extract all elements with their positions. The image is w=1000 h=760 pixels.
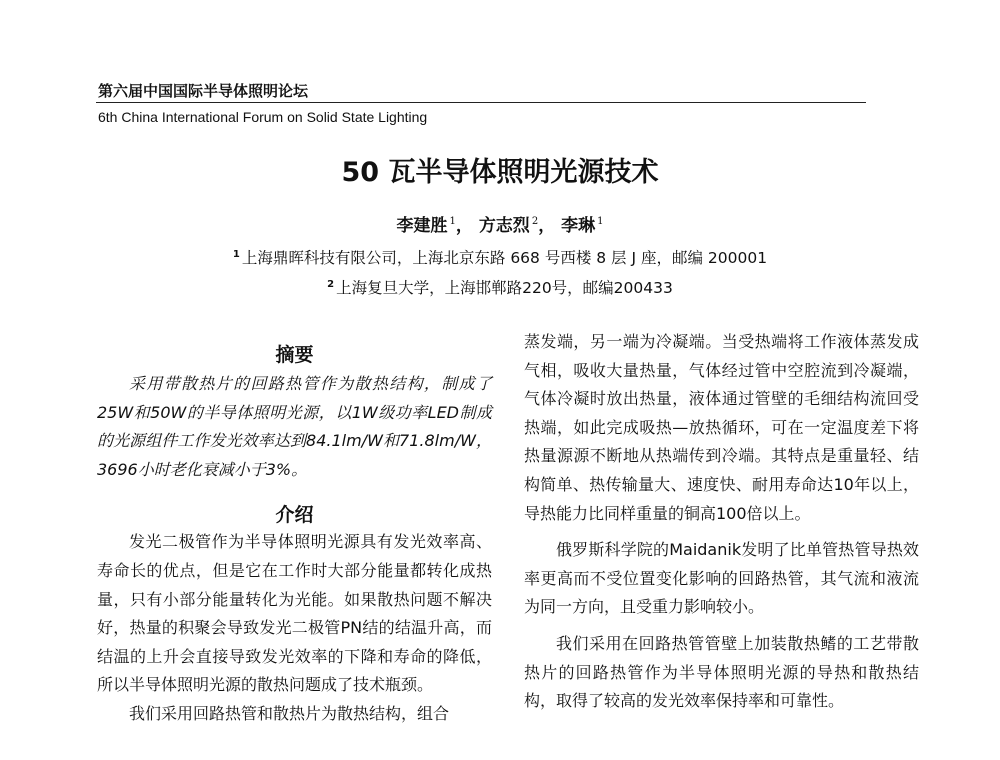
left-column — [97, 342, 492, 729]
intro-paragraph: 发光二极管作为半导体照明光源具有发光效率高、寿命长的优点，但是它在工作时大部分能量都转化成热量，只有小部分能量转化为光能。如果散热问题不解决好，热量的积聚会导致发光二极管PN结的结温升高，而结温的上升会直接导致发光效率的下降和寿命的降低，所以半导体照明光源的散热问题成了技术瓶颈。 — [97, 532, 492, 695]
affiliation-marker: 2 — [327, 279, 335, 290]
author-list — [0, 211, 1000, 236]
body-paragraph: 俄罗斯科学院的Maidanik发明了比单管热管导热效率更高而不受位置变化影响的回路热管，其气流和液流为同一方向，且受重力影响较小。 — [524, 540, 919, 617]
conference-name-cn: 第六届中国国际半导体照明论坛 — [98, 82, 309, 100]
abstract-heading: 摘要 — [275, 344, 314, 366]
intro-paragraph: 我们采用回路热管和散热片为散热结构，组合 — [129, 703, 450, 723]
affiliation-2 — [0, 276, 1000, 298]
abstract-body: 采用带散热片的回路热管作为散热结构，制成了25W和50W的半导体照明光源，以1W级功率LED制成的光源组件工作发光效率达到84.1lm/W和71.8lm/W，3696小时老化衰减小于3%。 — [97, 374, 492, 479]
author-name: 李琳 — [561, 216, 596, 236]
header-divider — [96, 102, 866, 103]
author-separator: ， — [455, 216, 473, 236]
author-separator: ， — [538, 216, 556, 236]
affiliation-text: 上海鼎晖科技有限公司，上海北京东路 668 号西楼 8 层 J 座，邮编 200001 — [241, 249, 768, 267]
conference-name-en: 6th China International Forum on Solid State Lighting — [98, 109, 428, 125]
author-name: 李建胜 — [396, 216, 448, 236]
author-name: 方志烈 — [478, 216, 530, 236]
continuation-paragraph: 蒸发端，另一端为冷凝端。当受热端将工作液体蒸发成气相，吸收大量热量，气体经过管中空腔流到冷凝端，气体冷凝时放出热量，液体通过管壁的毛细结构流回受热端，如此完成吸热—放热循环，可在一定温度差下将热量源源不断地从热端传到冷端。其特点是重量轻、结构简单、热传输量大、速度快、耐用寿命达10年以上，导热能力比同样重量的铜高100倍以上。 — [524, 332, 919, 523]
introduction-heading: 介绍 — [275, 504, 314, 527]
author-affiliation-marker: 1 — [449, 216, 456, 227]
affiliation-1 — [0, 246, 1000, 268]
paper-title: 50 瓦半导体照明光源技术 — [341, 157, 659, 188]
author-affiliation-marker: 1 — [597, 216, 604, 227]
right-column — [524, 328, 919, 716]
affiliation-text: 上海复旦大学，上海邯郸路220号，邮编200433 — [336, 279, 673, 297]
affiliation-marker: 1 — [232, 249, 240, 260]
author-affiliation-marker: 2 — [531, 216, 539, 227]
body-paragraph: 我们采用在回路热管管壁上加装散热鳍的工艺带散热片的回路热管作为半导体照明光源的导热和散热结构，取得了较高的发光效率保持率和可靠性。 — [524, 633, 919, 711]
